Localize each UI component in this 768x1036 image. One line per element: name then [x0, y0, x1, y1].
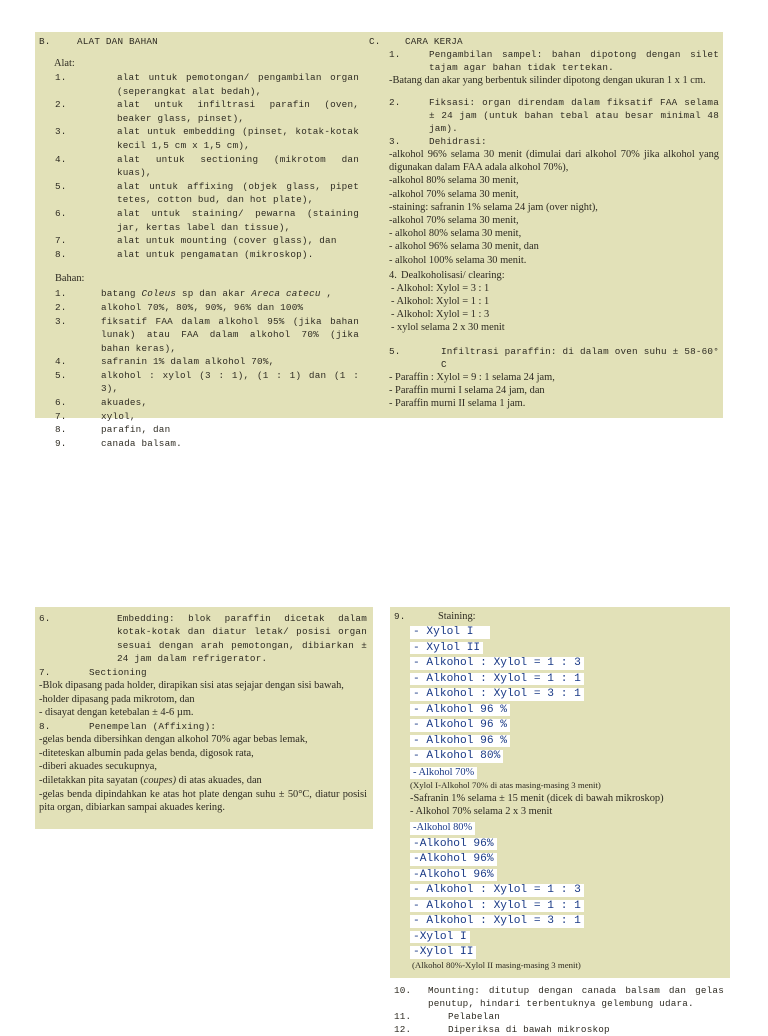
- alat-item-5: 5. alat untuk affixing (objek glass, pipet tetes, cotton bud, dan hot plate),: [55, 180, 359, 206]
- panel-cara-kerja: [365, 32, 723, 418]
- alat-item-8: 8. alat untuk pengamatan (mikroskop).: [55, 248, 314, 260]
- bahan-item-2: 2. alkohol 70%, 80%, 90%, 96% dan 100%: [55, 301, 304, 313]
- section-c-heading: CARA KERJA: [405, 36, 463, 47]
- step-12: 12. Diperiksa di bawah mikroskop: [394, 1023, 610, 1035]
- staining-step: - Alkohol : Xylol = 3 : 1: [410, 915, 584, 928]
- bahan-item-1: 1. batang Coleus sp dan akar Areca catecu ,: [55, 288, 333, 300]
- staining-step: - Alkohol 96 %: [410, 735, 510, 748]
- alat-list: [39, 71, 359, 261]
- staining-step: - Alkohol : Xylol = 1 : 3: [410, 657, 584, 670]
- staining-step: - Xylol II: [410, 642, 483, 655]
- alat-item-7: 7. alat untuk mounting (cover glass), dan: [55, 235, 337, 247]
- bahan-label: Bahan:: [55, 273, 85, 285]
- alat-label: Alat:: [54, 58, 75, 69]
- staining-step: - Alkohol 80%: [410, 750, 503, 763]
- staining-step: - Alkohol : Xylol = 1 : 1: [410, 900, 584, 913]
- staining-step: - Alkohol 70%: [410, 767, 477, 780]
- step-1: 1. Pengambilan sampel: bahan dipotong dengan silet tajam agar bahan tidak tertekan. -Batang dan akar yang berbentuk silinder dipotong dengan ukuran 1 x 1 cm.: [389, 49, 719, 86]
- staining-alkohol-70: - Alkohol 70% selama 2 x 3 menit: [410, 806, 553, 817]
- section-b-number: B.: [39, 36, 51, 47]
- staining-step: -Xylol I: [410, 931, 470, 944]
- alat-item-3: 3. alat untuk embedding (pinset, kotak-kotak kecil 1,5 cm x 1,5 cm),: [55, 126, 359, 151]
- staining-step: - Alkohol : Xylol = 1 : 3: [410, 884, 584, 897]
- staining-step: -Xylol II: [410, 946, 476, 959]
- panel-embedding-affixing: [35, 607, 373, 829]
- bahan-item-4: 4. safranin 1% dalam alkohol 70%,: [55, 356, 275, 368]
- bahan-item-5: 5. alkohol : xylol (3 : 1), (1 : 1) dan (1 : 3),: [55, 369, 359, 395]
- staining-step: -Alkohol 96%: [410, 853, 497, 866]
- staining-step: - Alkohol : Xylol = 3 : 1: [410, 688, 584, 701]
- bahan-item-8: 8. parafin, dan: [55, 424, 171, 436]
- staining-step: - Alkohol 96 %: [410, 704, 510, 717]
- step-4: 4. Dealkoholisasi/ clearing: - Alkohol: Xylol = 3 : 1 - Alkohol: Xylol = 1 : 1 - Alkohol: Xylol = 1 : 3 - xylol selama 2 x 30 menit: [389, 269, 505, 334]
- staining-note-2: (Alkohol 80%-Xylol II masing-masing 3 menit): [412, 959, 581, 970]
- staining-block-1: [410, 623, 724, 763]
- section-b-heading: ALAT DAN BAHAN: [77, 36, 158, 47]
- step-3: 3. Dehidrasi: -alkohol 96% selama 30 menit (dimulai dari alkohol 70% jika alkohol yang digunakan dalam FAA adala alkohol 70%), -alkohol 80% selama 30 menit, -alkohol 70% selama 30 menit, -staining: safranin 1% selama 24 jam (over night), -alkohol 70% selama 30 menit, - alkohol 80% selama 30 menit, - alkohol 96% selama 30 menit, dan - alkohol 100% selama 30 menit.: [389, 136, 719, 266]
- alat-item-1: 1. alat untuk pemotongan/ pengambilan organ (seperangkat alat bedah),: [55, 72, 359, 97]
- staining-note-1: (Xylol I-Alkohol 70% di atas masing-masing 3 menit): [410, 780, 601, 790]
- alat-item-6: 6. alat untuk staining/ pewarna (staining jar, kertas label dan tissue),: [55, 207, 359, 233]
- bahan-item-6: 6. akuades,: [55, 397, 148, 409]
- panel-staining: 9. Staining: - Xylol I - Xylol II - Alkohol : Xylol = 1 : 3 - Alkohol : Xylol = 1 : 1 - Alkohol : Xylol = 3 : 1 - Alkohol 96 % - Alkohol 96 % - Alkohol 96 % - Alkohol 80% - Alkohol 70% (Xylol I-Alkohol 70% di atas masing-masing 3 menit) -Safranin 1% selama ± 15 menit (dicek di bawah mikroskop) - Alkohol 70% selama 2 x 3 menit -Alkohol 80% -Alkohol 96% -Alkohol 96% -Alkohol 96% - Alkohol : Xylol = 1 : 3 - Alkohol : Xylol = 1 : 1 - Alkohol : Xylol = 3 : 1 -Xylol I -Xylol II (Alkohol 80%-Xylol II masing-masing 3 menit) 10. Mounting: ditutup dengan canada balsam dan gelas penutup, hindari terbentuknya gelembung udara. 11. Pelabelan 12. Diperiksa di bawah mikroskop: [390, 607, 730, 978]
- bahan-item-3: 3. fiksatif FAA dalam alkohol 95% (jika bahan lunak) atau FAA dalam alkohol 70% (jika bahan keras),: [55, 315, 359, 354]
- step-2: 2. Fiksasi: organ direndam dalam fiksatif FAA selama ± 24 jam (untuk bahan tebal atau besar minimal 48 jam).: [389, 97, 719, 134]
- staining-step: -Alkohol 96%: [410, 869, 497, 882]
- alat-item-2: 2. alat untuk infiltrasi parafin (oven, beaker glass, pinset),: [55, 99, 359, 124]
- panel-alat-dan-bahan: [35, 32, 365, 449]
- bahan-item-7: 7. xylol,: [55, 410, 136, 422]
- staining-step: -Alkohol 80%: [410, 822, 475, 835]
- step-7: 7. Sectioning -Blok dipasang pada holder, dirapikan sisi atas sejajar dengan sisi bawah, -holder dipasang pada mikrotom, dan - disayat dengan ketebalan ± 4-6 µm.: [39, 666, 344, 719]
- bahan-item-9: 9. canada balsam.: [55, 437, 182, 449]
- step-10: 10. Mounting: ditutup dengan canada balsam dan gelas penutup, hindari terbentuknya gelembung udara.: [394, 984, 724, 1009]
- staining-step: - Xylol I: [410, 626, 490, 639]
- staining-block-2: [410, 835, 724, 959]
- staining-step: -Alkohol 96%: [410, 838, 497, 851]
- staining-step: - Alkohol : Xylol = 1 : 1: [410, 673, 584, 686]
- step-8: 8. Penempelan (Affixing): -gelas benda dibersihkan dengan alkohol 70% agar bebas lemak, -diteteskan albumin pada gelas benda, digosok rata, -diberi akuades secukupnya, -diletakkan pita sayatan (coupes) di atas akuades, dan -gelas benda dipindahkan ke atas hot plate dengan suhu ± 50°C, diatur posisi pita organ, dibiarkan sampai akuades kering.: [39, 720, 367, 814]
- alat-item-4: 4. alat untuk sectioning (mikrotom dan kuas),: [55, 153, 359, 179]
- section-c-number: C.: [369, 36, 381, 47]
- step-5: 5. Infiltrasi paraffin: di dalam oven suhu ± 58-60° C - Paraffin : Xylol = 9 : 1 selama 24 jam, - Paraffin murni I selama 24 jam, dan - Paraffin murni II selama 1 jam.: [389, 345, 719, 410]
- step-6: 6. Embedding: blok paraffin dicetak dalam kotak-kotak dan diatur letak/ posisi organ sesuai dengan arah pemotongan, dibiarkan ± 24 jam dalam refrigerator.: [39, 613, 367, 665]
- bahan-list: [39, 287, 359, 450]
- step-11: 11. Pelabelan: [394, 1010, 501, 1022]
- staining-safranin: -Safranin 1% selama ± 15 menit (dicek di bawah mikroskop): [410, 793, 664, 804]
- staining-step: - Alkohol 96 %: [410, 719, 510, 732]
